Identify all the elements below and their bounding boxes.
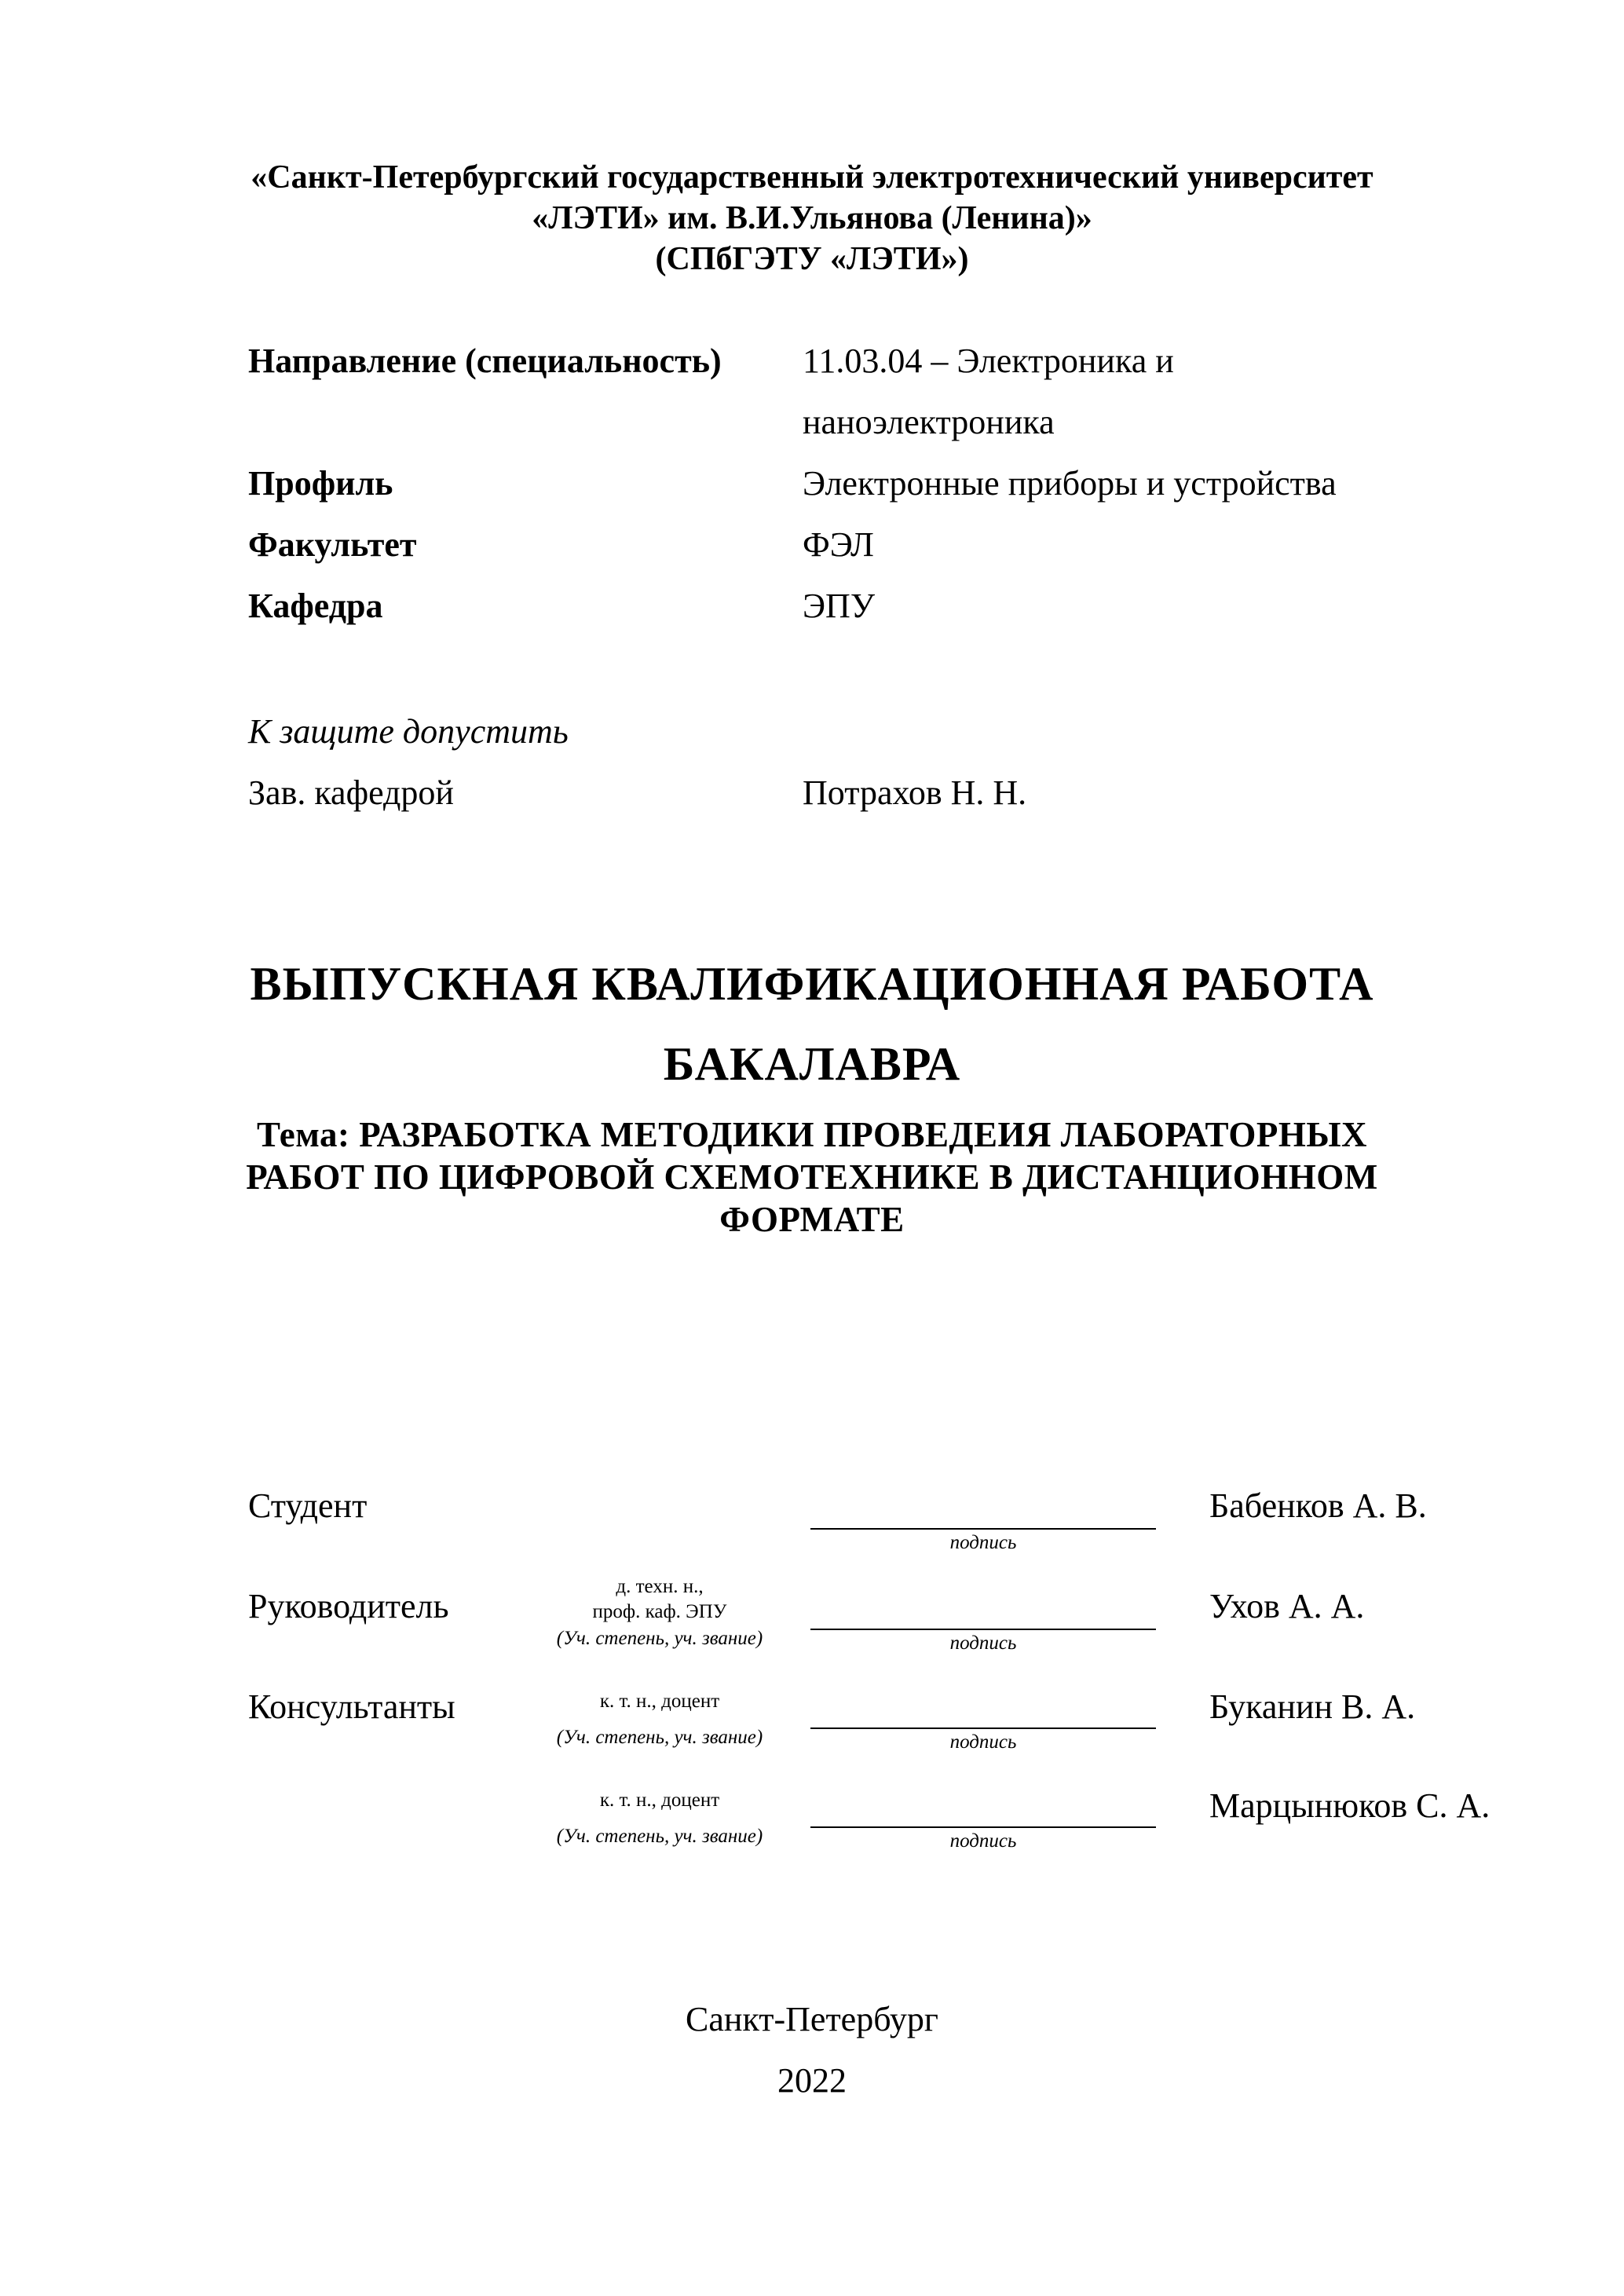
profile-label: Профиль [248,464,393,503]
consultant2-degree-caption: (Уч. степень, уч. звание) [556,1826,763,1847]
footer-city: Санкт-Петербург [686,2000,938,2038]
supervisor-degree-line1: д. техн. н., [616,1576,704,1597]
consultant1-signature-caption: подпись [949,1731,1017,1753]
supervisor-degree-caption: (Уч. степень, уч. звание) [556,1628,763,1649]
supervisor-degree-line2: проф. каф. ЭПУ [592,1601,727,1622]
profile-value: Электронные приборы и устройства [803,464,1337,503]
department-value: ЭПУ [803,587,875,625]
theme-line2: РАБОТ ПО ЦИФРОВОЙ СХЕМОТЕХНИКЕ В ДИСТАНЦИОННОМ [246,1157,1378,1197]
supervisor-role: Руководитель [248,1587,449,1625]
student-signature-caption: подпись [949,1532,1017,1553]
document-title-line1: ВЫПУСКНАЯ КВАЛИФИКАЦИОННАЯ РАБОТА [250,958,1374,1010]
consultant1-degree: к. т. н., доцент [599,1691,720,1712]
department-label: Кафедра [248,587,383,625]
direction-label: Направление (специальность) [248,342,722,380]
student-name: Бабенков А. В. [1209,1486,1427,1525]
faculty-value: ФЭЛ [803,525,874,564]
consultant1-degree-caption: (Уч. степень, уч. звание) [556,1727,763,1748]
direction-value-line2: наноэлектроника [803,403,1055,441]
consultant2-degree: к. т. н., доцент [599,1790,720,1811]
student-signature-line [810,1528,1156,1530]
faculty-label: Факультет [248,525,417,564]
theme-line1: Тема: РАЗРАБОТКА МЕТОДИКИ ПРОВЕДЕИЯ ЛАБОРАТОРНЫХ [256,1115,1368,1154]
student-role: Студент [248,1486,368,1525]
theme-line3: ФОРМАТЕ [719,1200,905,1239]
consultant1-signature-line [810,1727,1156,1729]
consultant1-name: Буканин В. А. [1209,1687,1416,1726]
admission-text: К защите допустить [248,712,569,751]
department-head-name: Потрахов Н. Н. [803,773,1027,812]
consultant2-name: Марцынюков С. А. [1209,1786,1490,1825]
document-title-line2: БАКАЛАВРА [663,1038,961,1090]
direction-value-line1: 11.03.04 – Электроника и [803,342,1174,380]
university-name-line2: «ЛЭТИ» им. В.И.Ульянова (Ленина)» [532,200,1092,236]
footer-year: 2022 [777,2061,847,2100]
supervisor-signature-line [810,1629,1156,1630]
supervisor-name: Ухов А. А. [1209,1587,1365,1625]
university-name-line1: «Санкт-Петербургский государственный электротехнический университет [251,159,1373,196]
department-head-label: Зав. кафедрой [248,773,454,812]
supervisor-signature-caption: подпись [949,1632,1017,1654]
university-abbreviation: (СПбГЭТУ «ЛЭТИ») [655,241,969,277]
consultant2-signature-caption: подпись [949,1830,1017,1852]
consultants-role: Консультанты [248,1687,455,1726]
consultant2-signature-line [810,1826,1156,1828]
